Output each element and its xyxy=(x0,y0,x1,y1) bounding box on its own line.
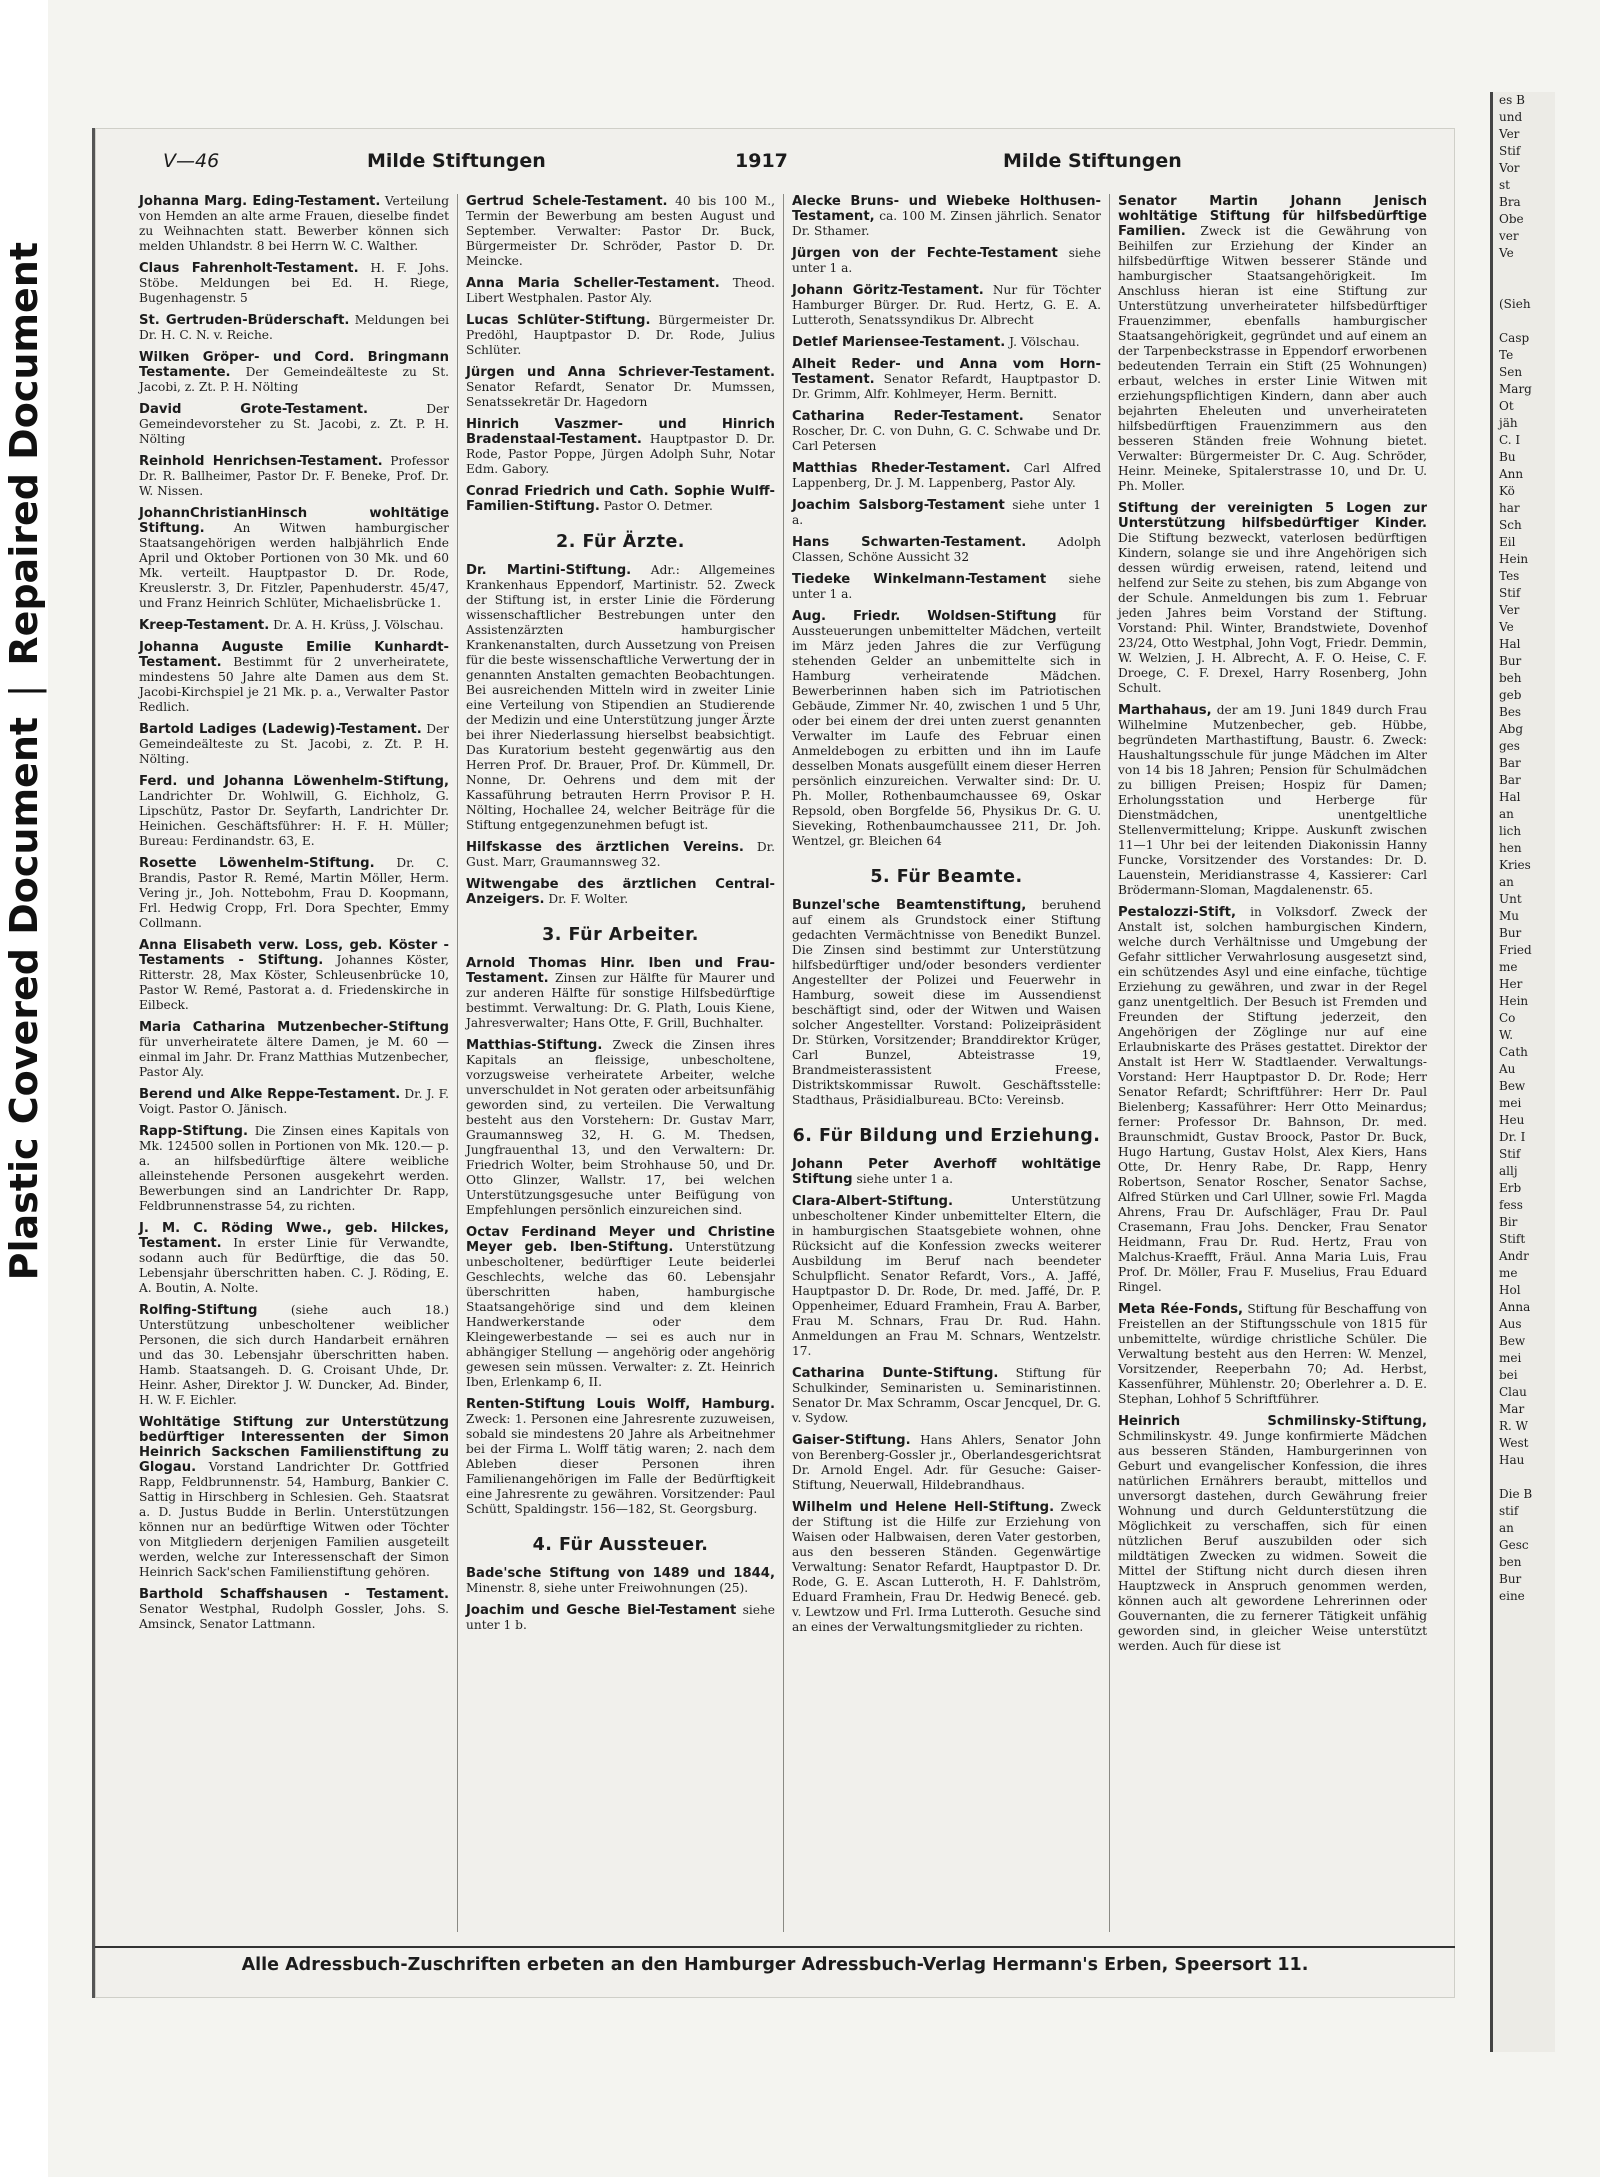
adjacent-page-fragment: me xyxy=(1499,1266,1518,1280)
foundation-entry xyxy=(1118,1414,1427,1654)
foundation-entry xyxy=(792,461,1101,491)
adjacent-page-fragment: Clau xyxy=(1499,1385,1527,1399)
foundation-entry xyxy=(139,313,449,343)
entry-name: Detlef Mariensee-Testament. xyxy=(792,335,1006,350)
entry-text: Der Gemeindeälteste zu St. Jacobi, z. Zt. P. H. Nölting. xyxy=(139,722,450,766)
foundation-entry xyxy=(466,1038,775,1218)
entry-text: siehe unter 1 a. xyxy=(856,1172,954,1186)
adjacent-page-fragment: Bur xyxy=(1499,654,1522,668)
adjacent-page-fragment: Ver xyxy=(1499,127,1520,141)
entry-name: Anna Elisabeth verw. Loss, geb. Köster - Testaments - Stiftung. xyxy=(139,938,449,968)
entry-text: Hauptpastor D. Dr. Rode, Pastor Poppe, Jürgen Adolph Suhr, Notar Edm. Gabory. xyxy=(466,432,776,476)
entry-text: Der Gemeindeälteste zu St. Jacobi, z. Zt. P. H. Nölting xyxy=(139,365,449,394)
entry-name: Johann Göritz-Testament. xyxy=(792,283,984,298)
adjacent-page-fragment: Ver xyxy=(1499,603,1520,617)
adjacent-page-fragment: Bar xyxy=(1499,773,1521,787)
entry-name: Jürgen von der Fechte-Testament xyxy=(792,246,1058,261)
adjacent-page-fragment: Sen xyxy=(1499,365,1523,379)
foundation-entry xyxy=(1118,703,1427,898)
entry-text: Vorstand Landrichter Dr. Gottfried Rapp, Feldbrunnenstr. 54, Hamburg, Bankier C. Sattig in Hirschberg in Schlesien. Geh. Staatsrat a. D. Justus Budde in Berlin. Unterstützungen können nur an bedürftige Witwen oder Töchter von Mitgliedern derjenigen Familien ausgeteilt werden, welche zur Interessenschaft der Simon Heinrich Sack'schen Familienstiftung gehören. xyxy=(139,1460,450,1579)
foundation-entry xyxy=(139,774,449,849)
adjacent-page-fragment: Stift xyxy=(1499,1232,1526,1246)
foundation-entry xyxy=(1118,1302,1427,1407)
foundation-entry xyxy=(139,506,449,611)
adjacent-page-fragment: Hein xyxy=(1499,552,1529,566)
entry-name: Octav Ferdinand Meyer und Christine Meyer geb. Iben-Stiftung. xyxy=(466,1225,775,1255)
entry-text: Professor Dr. R. Ballheimer, Pastor Dr. F. Beneke, Prof. Dr. W. Nissen. xyxy=(139,454,449,498)
adjacent-page-fragment: Unt xyxy=(1499,892,1522,906)
foundation-entry xyxy=(792,335,1101,350)
page-number: V—46 xyxy=(163,150,220,172)
foundation-entry xyxy=(466,840,775,870)
entry-text: Stiftung für Beschaffung von Freistellen an der Stiftungsschule von 1815 für unbemittelte, würdige christliche Schüler. Die Verwaltung besteht aus den Herren: W. Menzel, Vorsitzender, Reeperbahn 70; Ad. Herbst, Kassenführer, Mühlenstr. 20; Oberlehrer a. D. E. Stephan, Lohhof 5 Schriftführer. xyxy=(1118,1302,1427,1406)
entry-name: Bartold Ladiges (Ladewig)-Testament. xyxy=(139,722,422,737)
entry-name: Matthias-Stiftung. xyxy=(466,1038,603,1053)
adjacent-page-fragment: Abg xyxy=(1499,722,1524,736)
adjacent-page-fragment: bei xyxy=(1499,1368,1518,1382)
adjacent-page-fragment: Sch xyxy=(1499,518,1522,532)
entry-name: St. Gertruden-Brüderschaft. xyxy=(139,313,350,328)
foundation-entry xyxy=(139,938,449,1013)
column-2 xyxy=(457,194,783,1932)
foundation-entry xyxy=(792,409,1101,454)
entry-text: Carl Alfred Lappenberg, Dr. J. M. Lappenberg, Pastor Aly. xyxy=(792,461,1101,490)
adjacent-page-fragment: an xyxy=(1499,1521,1514,1535)
entry-name: Hinrich Vaszmer- und Hinrich Bradenstaal-Testament. xyxy=(466,417,775,447)
entry-name: Anna Maria Scheller-Testament. xyxy=(466,276,720,291)
entry-text: Zinsen zur Hälfte für Maurer und zur anderen Hälfte für sonstige Hilfsbedürftige bestimmt. Verwaltung: Dr. G. Plath, Louis Kiene, Jahresverwalter; Hans Otte, F. Grill, Buchhalter. xyxy=(466,971,776,1030)
plastic-covered-label: Plastic Covered Document xyxy=(2,716,46,1280)
column-4 xyxy=(1109,194,1435,1932)
entry-name: Conrad Friedrich und Cath. Sophie Wulff-Familien-Stiftung. xyxy=(466,484,775,514)
adjacent-page-fragment: Stif xyxy=(1499,144,1521,158)
adjacent-page-fragment: an xyxy=(1499,875,1514,889)
section-heading: 4. Für Aussteuer. xyxy=(532,1535,709,1555)
entry-text: der am 19. Juni 1849 durch Frau Wilhelmine Mutzenbecher, geb. Hübbe, begründeten Marthastiftung, Baustr. 6. Zweck: Haushaltungsschule für junge Mädchen im Alter von 14 bis 18 Jahren; Pension für Schulmädchen zu billigen Preisen; Hospiz für Damen; Erholungsstation und Herberge für Dienstmädchen, unentgeltliche Stellenvermittelung; Krippe. Auskunft zwischen 11—1 Uhr bei der leitenden Diakonissin Hanny Funcke, Vorsitzender des Vorstandes: Dr. D. Lauenstein, Meridianstrasse 4, Kassierer: Carl Brödermann-Sloman, Magdalenenstr. 65. xyxy=(1118,703,1428,897)
adjacent-page-fragment: Bra xyxy=(1499,195,1521,209)
entry-name: Wilhelm und Helene Hell-Stiftung. xyxy=(792,1500,1055,1515)
entry-name: Dr. Martini-Stiftung. xyxy=(466,563,632,578)
entry-name: Joachim Salsborg-Testament xyxy=(792,498,1005,513)
entry-name: Marthahaus, xyxy=(1118,703,1212,718)
adjacent-page-fragment: st xyxy=(1499,178,1510,192)
adjacent-page-fragment: Mu xyxy=(1499,909,1520,923)
entry-text: (siehe auch 18.) Unterstützung unbescholtener weiblicher Personen, die sich durch Handarbeit ernähren und das 30. Lebensjahr überschritten haben. Hamb. Staatsangeh. D. G. Croisant Uhde, Dr. Heinr. Asher, Direktor J. W. Duncker, Ad. Binder, H. W. F. Eichler. xyxy=(139,1303,450,1407)
entry-text: Zweck: 1. Personen eine Jahresrente zuzuweisen, sobald sie mindestens 20 Jahre als Arbeitnehmer bei der Firma L. Wolff tätig waren; 2. nach dem Ableben dieser Personen ihren Familienangehörigen im Falle der Bedürftigkeit eine Jahresrente zu gewähren. Vorsitzender: Paul Schütt, Spaldingstr. 156—182, St. Georgsburg. xyxy=(466,1412,775,1516)
entry-name: Gaiser-Stiftung. xyxy=(792,1433,911,1448)
adjacent-page-fragment: Kö xyxy=(1499,484,1515,498)
entry-name: Jürgen und Anna Schriever-Testament. xyxy=(466,365,775,380)
adjacent-page-fragment: Hein xyxy=(1499,994,1529,1008)
entry-text: in Volksdorf. Zweck der Anstalt ist, solchen hamburgischen Kindern, welche durch Verhältnisse und Umgebung der Gefahr sittlicher Verwahrlosung ausgesetzt sind, ein schützendes Asyl und eine einfache, tüchtige Erziehung zu gewähren, und zwar in der Regel ganz unentgeltlich. Der Besuch ist Fremden und Freunden der Stiftung jederzeit, den Angehörigen der Zöglinge nur auf eine Erlaubniskarte des Präses gestattet. Direktor der Anstalt ist Herr W. Stadtlaender. Verwaltungs-Vorstand: Herr Hauptpastor D. Dr. Rode; Herr Senator Refardt; Schriftführer: Herr Dr. Paul Bielenberg; Kassaführer: Herr Otto Meinardus; ferner: Professor Dr. Bahnson, Dr. med. Braunschmidt, Gustav Broock, Pastor Dr. Buck, Hugo Hartung, Gustav Holst, Alex Kiers, Hans Otte, Dr. Henry Rabe, Dr. Rapp, Henry Robertson, Senator Roscher, Senator Sachse, Alfred Stürken und Carl Ullner, sowie Frl. Magda Ahrens, Frau Dr. Aufschläger, Frau Dr. Paul Crasemann, Frau Johs. Dencker, Frau Senator Heidmann, Frau Dr. Rud. Hertz, Frau von Malchus-Kraefft, Fräul. Anna Maria Luis, Frau Prof. Dr. Möller, Frau F. Muselius, Frau Eduard Ringel. xyxy=(1118,905,1428,1294)
foundation-entry xyxy=(139,1587,449,1632)
entry-text: In erster Linie für Verwandte, sodann auch für Bedürftige, die das 50. Lebensjahr überschritten haben. C. J. Röding, E. A. Boutin, A. Nolte. xyxy=(139,1236,449,1295)
entry-text: siehe unter 1 a. xyxy=(792,246,1101,275)
scan-annotation-label xyxy=(0,200,48,1280)
entry-text: Zweck der Stiftung ist die Hilfe zur Erziehung von Waisen oder Halbwaisen, deren Vater gestorben, aus den besseren Ständen. Gegenwärtige Verwaltung: Senator Refardt, Hauptpastor D. Dr. Rode, G. E. Ascan Lutteroth, H. F. Dahlström, Eduard Framhein, Frau Dr. Hedwig Benecé. geb. v. Lewtzow und Frl. Irma Lutteroth. Gesuche sind an eines der Verwaltungsmitglieder zu richten. xyxy=(792,1500,1101,1634)
entry-name: J. M. C. Röding Wwe., geb. Hilckes, Testament. xyxy=(139,1221,449,1251)
adjacent-page-fragment: lich xyxy=(1499,824,1522,838)
adjacent-page-fragment: Hau xyxy=(1499,1453,1525,1467)
entry-text: siehe unter 1 b. xyxy=(466,1603,776,1632)
entry-name: Berend und Alke Reppe-Testament. xyxy=(139,1087,401,1102)
entry-name: Johann Peter Averhoff wohltätige Stiftung xyxy=(792,1157,1101,1187)
entry-text: Minenstr. 8, siehe unter Freiwohnungen (25). xyxy=(466,1581,749,1595)
adjacent-page-fragment: Ann xyxy=(1499,467,1524,481)
foundation-entry xyxy=(792,1500,1101,1635)
entry-name: Stiftung der vereinigten 5 Logen zur Unterstützung hilfsbedürftiger Kinder. xyxy=(1118,501,1427,531)
entry-text: J. Völschau. xyxy=(1009,335,1080,349)
adjacent-page-fragment: C. I xyxy=(1499,433,1521,447)
entry-text: ca. 100 M. Zinsen jährlich. Senator Dr. Sthamer. xyxy=(792,209,1101,238)
foundation-entry xyxy=(792,1366,1101,1426)
adjacent-page-fragment: Marg xyxy=(1499,382,1532,396)
adjacent-page-fragment xyxy=(1493,1469,1555,1486)
foundation-entry xyxy=(466,956,775,1031)
entry-name: Heinrich Schmilinsky-Stiftung, xyxy=(1118,1414,1427,1429)
foundation-entry xyxy=(466,1225,775,1390)
entry-name: Joachim und Gesche Biel-Testament xyxy=(466,1603,737,1618)
foundation-entry xyxy=(139,194,449,254)
foundation-entry xyxy=(139,1303,449,1408)
entry-name: Maria Catharina Mutzenbecher-Stiftung xyxy=(139,1020,449,1035)
entry-text: Bürgermeister Dr. Predöhl, Hauptpastor D. Dr. Rode, Julius Schlüter. xyxy=(466,313,775,357)
foundation-entry xyxy=(466,365,775,410)
entry-text: Adr.: Allgemeines Krankenhaus Eppendorf, Martinistr. 52. Zweck der Stiftung ist, in erster Linie die Förderung wissenschaftlicher Bestrebungen unter den Assistenzärzten hamburgischer Krankenanstalten, durch Aussetzung von Preisen für die beste wissenschaftliche Verwertung der in genannten Anstalten gemachten Beobachtungen. Bei ausreichenden Mitteln wird in zweiter Linie eine Verteilung von Stipendien an Studierende der Medizin und eine Unterstützung junger Ärzte bei ihrer Niederlassung hierselbst beabsichtigt. Das Kuratorium besteht gegenwärtig aus den Herren Prof. Dr. Brauer, Prof. Dr. Kümmell, Dr. Nonne, Dr. Oehrens und dem mit der Kassaführung betrauten Herrn Provisor P. H. Nölting, Hochallee 24, welcher Beiträge für die Stiftung entgegenzunehmen befugt ist. xyxy=(466,563,775,832)
entry-name: Kreep-Testament. xyxy=(139,618,270,633)
entry-name: Pestalozzi-Stift, xyxy=(1118,905,1236,920)
adjacent-page-fragment: ges xyxy=(1499,739,1520,753)
adjacent-page-fragment: Stif xyxy=(1499,1147,1521,1161)
adjacent-page-fragment xyxy=(1493,279,1555,296)
entry-text: beruhend auf einem als Grundstock einer Stiftung gedachten Vermächtnisse von Benedikt Bunzel. Die Zinsen sind bestimmt zur Unterstützung hilfsbedürftiger und/oder besonders verdienter Angestellter der Polizei und Feuerwehr in Hamburg, soweit diese im Aussendienst beschäftigt sind, oder der Witwen und Waisen solcher Angestellter. Vorstand: Polizeipräsident Dr. Stürken, Vorsitzender; Branddirektor Krüger, Carl Bunzel, Abteistrasse 19, Brandmeisterassistent Freese, Distriktskommissar Ruwolt. Geschäftsstelle: Stadthaus, Präsidialbureau. BCto: Vereinsb. xyxy=(792,898,1101,1107)
entry-text: Zweck die Zinsen ihres Kapitals an fleissige, unbescholtene, vorzugsweise verheiratete Arbeiter, welche unverschuldet in Not geraten oder arbeitsunfähig geworden sind, zu verteilen. Die Verwaltung besteht aus den Vorstehern: Dr. Gustav Marr, Graumannsweg 32, H. G. M. Thedsen, Jungfrauenthal 13, und den Verwaltern: Dr. Friedrich Wolter, beim Strohhause 50, und Dr. Otto Glinzer, Wallstr. 17, bei welchen Unterstützungsgesuche unter Beifügung von Empfehlungen persönlich einzureichen sind. xyxy=(466,1038,776,1217)
entry-text: siehe unter 1 a. xyxy=(792,498,1101,527)
entry-text: Nur für Töchter Hamburger Bürger. Dr. Rud. Hertz, G. E. A. Lutteroth, Senatssyndikus Dr. Albrecht xyxy=(792,283,1101,327)
foundation-entry xyxy=(139,454,449,499)
adjacent-page-fragment: Bu xyxy=(1499,450,1516,464)
entry-text: Zweck ist die Gewährung von Beihilfen zur Erziehung der Kinder an hilfsbedürftige Witwen besserer Stände und hamburgischer Staatsangehörigkeit. Im Anschluss hieran ist eine Stiftung zur Unterstützung unverheirateter hilfsbedürftiger Frauenzimmer, ebenfalls hamburgischer Staatsangehörigkeit, gegründet und auf einem an der Tarpenbeckstrasse in Eppendorf erworbenen bedeutenden Terrain ein Stift (25 Wohnungen) erbaut, welches in erster Linie Witwen mit erziehungspflichtigen Kindern, dann aber auch bejahrten Eheleuten und unverheirateten hilfsbedürftigen Frauenzimmern aus den besseren Ständen freie Wohnung bietet. Verwalter: Bürgermeister Dr. C. Aug. Schröder, Heinr. Meineke, Spitalerstrasse 10, und Dr. U. Ph. Moller. xyxy=(1118,224,1427,493)
adjacent-page-fragment: Aus xyxy=(1499,1317,1522,1331)
entry-text: für Aussteuerungen unbemittelter Mädchen, verteilt im März jeden Jahres die zur Verfügung stehenden Gelder an unbemittelte sich in Hamburg verheiratende Mädchen. Bewerberinnen haben sich im Patriotischen Gebäude, Zimmer Nr. 40, zwischen 1 und 5 Uhr, oder bei einem der drei unten zuerst genannten Verwalter im Laufe des Februar einen Anmeldebogen zu erbitten und ihn im Laufe desselben Monats ausgefüllt einem dieser Herren persönlich einzureichen. Verwalter sind: Dr. U. Ph. Moller, Rothenbaumchaussee 69, Oskar Repsold, oben Borgfelde 56, Physikus Dr. G. U. Sieveking, Rothenbaumchaussee 211, Dr. Joh. Wentzel, gr. Bleichen 64 xyxy=(792,609,1101,848)
section-heading: 2. Für Ärzte. xyxy=(556,532,685,552)
entry-text: Senator Westphal, Rudolph Gossler, Johs. S. Amsinck, Senator Lattmann. xyxy=(139,1602,449,1631)
foundation-entry xyxy=(1118,501,1427,696)
adjacent-page-fragment: und xyxy=(1499,110,1523,124)
entry-name: Barthold Schaffshausen - Testament. xyxy=(139,1587,449,1602)
adjacent-page-fragment: West xyxy=(1499,1436,1529,1450)
entry-text: Dr. A. H. Krüss, J. Völschau. xyxy=(273,618,444,632)
foundation-entry xyxy=(466,1397,775,1517)
adjacent-page-fragment: Bar xyxy=(1499,756,1521,770)
foundation-entry xyxy=(139,1221,449,1296)
entry-name: Bade'sche Stiftung von 1489 und 1844, xyxy=(466,1566,775,1581)
adjacent-page-fragment: an xyxy=(1499,807,1514,821)
foundation-entry xyxy=(792,1157,1101,1187)
adjacent-page-fragment: Ve xyxy=(1499,620,1514,634)
entry-name: Wohltätige Stiftung zur Unterstützung bedürftiger Interessenten der Simon Heinrich Sackschen Familienstiftung zu Glogau. xyxy=(139,1415,449,1475)
adjacent-page-fragment: Anna xyxy=(1499,1300,1531,1314)
adjacent-page-fragment xyxy=(1493,313,1555,330)
entry-text: Hans Ahlers, Senator John von Berenberg-Gossler jr., Oberlandesgerichtsrat Dr. Arnold Engel. Adr. für Gesuche: Gaiser-Stiftung, Neuerwall, Hildebrandhaus. xyxy=(792,1433,1102,1492)
entry-text: Landrichter Dr. Wohlwill, G. Eichholz, G. Lipschütz, Pastor Dr. Seyfarth, Landrichter Dr. Heinichen. Geschäftsführer: H. F. H. Müller; Bureau: Ferdinandstr. 63, E. xyxy=(139,789,449,848)
entry-text: Johannes Köster, Ritterstr. 28, Max Köster, Schleusenbrücke 10, Pastor W. Remé, Pastorat a. d. Friedenskirche in Eilbeck. xyxy=(139,953,449,1012)
foundation-entry xyxy=(792,898,1101,1108)
adjacent-page-fragment: Hal xyxy=(1499,637,1521,651)
adjacent-page-fragment: jäh xyxy=(1499,416,1518,430)
entry-name: Hans Schwarten-Testament. xyxy=(792,535,1027,550)
entry-text: Bestimmt für 2 unverheiratete, mindestens 50 Jahre alte Damen aus dem St. Jacobi-Kirchspiel je 21 Mk. p. a., Verwalter Pastor Redlich. xyxy=(139,655,450,714)
foundation-entry xyxy=(792,246,1101,276)
foundation-entry xyxy=(1118,194,1427,494)
adjacent-page-fragment: mei xyxy=(1499,1096,1522,1110)
label-separator: | xyxy=(2,684,46,698)
entry-text: Die Zinsen eines Kapitals von Mk. 124500 sollen in Portionen von Mk. 120.— p. a. an hilfsbedürftige ältere weibliche alleinstehende Personen ausgekehrt werden. Bewerbungen sind an Landrichter Dr. Rapp, Feldbrunnenstrasse 54, zu richten. xyxy=(139,1124,450,1213)
foundation-entry xyxy=(139,1020,449,1080)
entry-name: Alheit Reder- und Anna vom Horn-Testament. xyxy=(792,357,1101,387)
foundation-entry xyxy=(139,261,449,306)
entry-name: Johanna Auguste Emilie Kunhardt-Testament. xyxy=(139,640,449,670)
foundation-entry xyxy=(466,194,775,269)
adjacent-page-fragment: Bur xyxy=(1499,926,1522,940)
entry-text: Der Gemeindevorsteher zu St. Jacobi, z. Zt. P. H. Nölting xyxy=(139,402,449,446)
foundation-entry xyxy=(139,618,449,633)
entry-text: siehe unter 1 a. xyxy=(792,572,1102,601)
sidebar-label-strip xyxy=(0,0,48,2177)
adjacent-page-fragment: Dr. I xyxy=(1499,1130,1526,1144)
foundation-entry xyxy=(466,276,775,306)
adjacent-page-fragment: Te xyxy=(1499,348,1514,362)
section-heading: 6. Für Bildung und Erziehung. xyxy=(792,1126,1101,1146)
foundation-entry xyxy=(792,194,1101,239)
entry-name: Rapp-Stiftung. xyxy=(139,1124,248,1139)
foundation-entry xyxy=(792,1433,1101,1493)
entry-text: Meldungen bei Dr. H. C. N. v. Reiche. xyxy=(139,313,450,342)
foundation-entry xyxy=(466,563,775,833)
column-1 xyxy=(131,194,457,1932)
entry-text: Stiftung für Schulkinder, Seminaristen u. Seminaristinnen. Senator Dr. Max Schramm, Oscar Jencquel, Dr. G. v. Sydow. xyxy=(792,1366,1101,1425)
entry-text: An Witwen hamburgischer Staatsangehörigen werden halbjährlich Ende April und Oktober Portionen von 30 Mk. und 60 Mk. verteilt. Hauptpastor D. Dr. Rode, Kreuslerstr. 3, Dr. Fitzler, Papenhuderstr. 45/47, und Franz Heinrich Schlüter, Michaelisbrücke 1. xyxy=(139,521,449,610)
adjacent-page-fragment: Bew xyxy=(1499,1079,1526,1093)
adjacent-page-fragment: hen xyxy=(1499,841,1522,855)
entry-text: Senator Refardt, Hauptpastor D. Dr. Grimm, Alfr. Kohlmeyer, Herm. Bernitt. xyxy=(792,372,1102,401)
adjacent-page-fragment: Andr xyxy=(1499,1249,1529,1263)
foundation-entry xyxy=(466,417,775,477)
entry-name: Reinhold Henrichsen-Testament. xyxy=(139,454,383,469)
foundation-entry xyxy=(139,1415,449,1580)
adjacent-page-fragment: Co xyxy=(1499,1011,1516,1025)
adjacent-page-fragment: har xyxy=(1499,501,1520,515)
foundation-entry xyxy=(466,1603,775,1633)
text-columns xyxy=(131,194,1435,1932)
entry-name: Witwengabe des ärztlichen Central-Anzeigers. xyxy=(466,877,775,907)
entry-name: Tiedeke Winkelmann-Testament xyxy=(792,572,1047,587)
adjacent-page-fragment: Au xyxy=(1499,1062,1516,1076)
foundation-entry xyxy=(792,572,1101,602)
adjacent-page-fragment: Die B xyxy=(1499,1487,1533,1501)
entry-name: Lucas Schlüter-Stiftung. xyxy=(466,313,651,328)
adjacent-page-fragment: mei xyxy=(1499,1351,1522,1365)
foundation-entry xyxy=(466,313,775,358)
entry-name: Rolfing-Stiftung xyxy=(139,1303,258,1318)
adjacent-page-fragment: Mar xyxy=(1499,1402,1525,1416)
entry-name: Meta Rée-Fonds, xyxy=(1118,1302,1244,1317)
adjacent-page-fragment: Bes xyxy=(1499,705,1522,719)
adjacent-page-fragment: Eil xyxy=(1499,535,1516,549)
adjacent-page-fragment: R. W xyxy=(1499,1419,1528,1433)
adjacent-page-fragment: Hol xyxy=(1499,1283,1521,1297)
adjacent-page-fragment: Heu xyxy=(1499,1113,1525,1127)
foundation-entry xyxy=(792,498,1101,528)
foundation-entry xyxy=(792,1194,1101,1359)
foundation-entry xyxy=(139,856,449,931)
entry-text: Unterstützung unbescholtener Kinder unbemittelter Eltern, die in hamburgischen Staatsgebiete wohnen, ohne Rücksicht auf die Konfession zwecks weiterer Ausbildung im Beruf nach beendeter Schulpflicht. Senator Refardt, Vors., A. Jaffé, Hauptpastor D. Dr. Rode, Dr. med. Jaffé, Dr. P. Oppenheimer, Eduard Framhein, Frau A. Barber, Frau M. Schnars, Frau Dr. Rud. Hahn. Anmeldungen an Frau M. Schnars, Wentzelstr. 17. xyxy=(792,1194,1101,1358)
running-title-left: Milde Stiftungen xyxy=(367,150,546,172)
adjacent-page-fragment: ver xyxy=(1499,229,1519,243)
adjacent-page-fragment: Ve xyxy=(1499,246,1514,260)
entry-name: Renten-Stiftung Louis Wolff, Hamburg. xyxy=(466,1397,775,1412)
adjacent-page-fragment: Stif xyxy=(1499,586,1521,600)
entry-name: Arnold Thomas Hinr. Iben und Frau-Testament. xyxy=(466,956,775,986)
foundation-entry xyxy=(139,1087,449,1117)
entry-name: Hilfskasse des ärztlichen Vereins. xyxy=(466,840,744,855)
adjacent-page-fragment: me xyxy=(1499,960,1518,974)
adjacent-page-fragment xyxy=(1493,262,1555,279)
entry-name: Ferd. und Johanna Löwenhelm-Stiftung, xyxy=(139,774,449,789)
entry-text: Dr. J. F. Voigt. Pastor O. Jänisch. xyxy=(139,1087,450,1116)
entry-name: Bunzel'sche Beamtenstiftung, xyxy=(792,898,1027,913)
entry-text: Dr. F. Wolter. xyxy=(548,892,629,906)
adjacent-page-fragment: eine xyxy=(1499,1589,1525,1603)
adjacent-page-fragment: Vor xyxy=(1499,161,1520,175)
page-year: 1917 xyxy=(735,150,788,172)
entry-name: Gertrud Schele-Testament. xyxy=(466,194,668,209)
adjacent-page-fragment: Fried xyxy=(1499,943,1532,957)
adjacent-page-fragment: stif xyxy=(1499,1504,1519,1518)
foundation-entry xyxy=(139,350,449,395)
entry-text: Pastor O. Detmer. xyxy=(603,499,713,513)
entry-name: Claus Fahrenholt-Testament. xyxy=(139,261,359,276)
adjacent-page-fragment: Gesc xyxy=(1499,1538,1529,1552)
foundation-entry xyxy=(792,357,1101,402)
adjacent-page-fragment: Erb xyxy=(1499,1181,1522,1195)
foundation-entry xyxy=(466,877,775,907)
document-page xyxy=(92,128,1455,1998)
entry-text: für unverheiratete ältere Damen, je M. 60 — einmal im Jahr. Dr. Franz Matthias Mutzenbecher, Pastor Aly. xyxy=(139,1035,449,1079)
adjacent-page-fragment: beh xyxy=(1499,671,1522,685)
adjacent-page-fragment: Obe xyxy=(1499,212,1524,226)
entry-name: Alecke Bruns- und Wiebeke Holthusen-Testament, xyxy=(792,194,1101,224)
entry-name: Aug. Friedr. Woldsen-Stiftung xyxy=(792,609,1057,624)
entry-text: Dr. C. Brandis, Pastor R. Remé, Martin Möller, Herm. Vering jr., Joh. Nottebohm, Frau D. Koopmann, Frl. Hedwig Cropp, Frl. Dora Spechter, Emmy Collmann. xyxy=(139,856,449,930)
adjacent-page-fragment: geb xyxy=(1499,688,1522,702)
adjacent-page-fragment: Hal xyxy=(1499,790,1521,804)
adjacent-page-fragment: allj xyxy=(1499,1164,1518,1178)
entry-name: Clara-Albert-Stiftung. xyxy=(792,1194,953,1209)
entry-name: Senator Martin Johann Jenisch wohltätige Stiftung für hilfsbedürftige Familien. xyxy=(1118,194,1427,239)
entry-name: David Grote-Testament. xyxy=(139,402,369,417)
entry-name: Wilken Gröper- und Cord. Bringmann Testamente. xyxy=(139,350,449,380)
section-heading: 3. Für Arbeiter. xyxy=(542,925,699,945)
foundation-entry xyxy=(792,609,1101,849)
adjacent-page-fragment: Casp xyxy=(1499,331,1530,345)
adjacent-page-fragment: (Sieh xyxy=(1499,297,1531,311)
entry-name: Catharina Dunte-Stiftung. xyxy=(792,1366,999,1381)
entry-text: Theod. Libert Westphalen. Pastor Aly. xyxy=(466,276,775,305)
adjacent-page-fragment: Cath xyxy=(1499,1045,1528,1059)
adjacent-page-fragment: es B xyxy=(1499,93,1525,107)
entry-name: Johanna Marg. Eding-Testament. xyxy=(139,194,381,209)
foundation-entry xyxy=(1118,905,1427,1295)
adjacent-page-edge xyxy=(1490,92,1555,2052)
adjacent-page-fragment: Bur xyxy=(1499,1572,1522,1586)
adjacent-page-fragment: W. xyxy=(1499,1028,1514,1042)
running-title-right: Milde Stiftungen xyxy=(1003,150,1182,172)
foundation-entry xyxy=(466,484,775,514)
entry-name: JohannChristianHinsch wohltätige Stiftung. xyxy=(139,506,449,536)
entry-name: Catharina Reder-Testament. xyxy=(792,409,1024,424)
section-heading: 5. Für Beamte. xyxy=(870,867,1023,887)
entry-text: Die Stiftung bezweckt, vaterlosen bedürftigen Kindern, solange sie und ihre Angehörigen sich dessen würdig erweisen, ratend, leitend und helfend zur Seite zu stehen, bis zum Abgange von der Schule. Anmeldungen bis zum 1. Februar jeden Jahres beim Vorstand der Stiftung. Vorstand: Phil. Winter, Brandstwiete, Dovenhof 23/24, Otto Westphal, John Vogt, Friedr. Demmin, W. Welzien, J. H. Albrecht, A. F. O. Heise, C. F. Droege, C. F. Drexel, Harry Rosenberg, John Schult. xyxy=(1118,531,1427,695)
entry-text: H. F. Johs. Stöbe. Meldungen bei Ed. H. Riege, Bugenhagenstr. 5 xyxy=(139,261,450,305)
page-header xyxy=(95,150,1455,182)
entry-text: Senator Roscher, Dr. C. von Duhn, G. C. Schwabe und Dr. Carl Petersen xyxy=(792,409,1101,453)
adjacent-page-fragment: Tes xyxy=(1499,569,1520,583)
foundation-entry xyxy=(139,402,449,447)
foundation-entry xyxy=(139,722,449,767)
entry-text: Verteilung von Hemden an alte arme Frauen, dieselbe findet zu Weihnachten statt. Bewerber können sich melden Uhlandstr. 8 bei Herrn W. C. Walther. xyxy=(139,194,450,253)
entry-name: Matthias Rheder-Testament. xyxy=(792,461,1011,476)
foundation-entry xyxy=(792,283,1101,328)
entry-text: 40 bis 100 M., Termin der Bewerbung am besten August und September. Verwalter: Pastor Dr. Buck, Bürgermeister Dr. Schröder, Pastor D. Dr. Meincke. xyxy=(466,194,776,268)
adjacent-page-fragment: Bew xyxy=(1499,1334,1526,1348)
entry-text: Dr. Gust. Marr, Graumannsweg 32. xyxy=(466,840,776,869)
column-3 xyxy=(783,194,1109,1932)
foundation-entry xyxy=(792,535,1101,565)
entry-text: Adolph Classen, Schöne Aussicht 32 xyxy=(792,535,1101,564)
entry-text: Senator Refardt, Senator Dr. Mumssen, Senatssekretär Dr. Hagedorn xyxy=(466,380,775,409)
adjacent-page-fragment: ben xyxy=(1499,1555,1522,1569)
entry-text: Schmilinskystr. 49. Junge konfirmierte Mädchen aus besseren Ständen, Hamburgerinnen von Geburt und evangelischer Konfession, die ihres natürlichen Ernährers beraubt, mittellos und unversorgt dastehen, durch Gewährung freier Wohnung und durch Geldunterstützung die Möglichkeit zu verschaffen, sich für einen nützlichen Beruf auszubilden oder sich mildtätigen Zwecken zu widmen. Soweit die Mittel der Stiftung nicht durch diesen ihren Hauptzweck in Anspruch genommen werden, können auch alt gewordene Lehrerinnen oder Gouvernanten, die zu fernerer Tätigkeit unfähig geworden sind, in gleicher Weise unterstützt werden. Auch für diese ist xyxy=(1118,1429,1427,1653)
foundation-entry xyxy=(139,1124,449,1214)
adjacent-page-fragment: fess xyxy=(1499,1198,1523,1212)
publisher-footer: Alle Adressbuch-Zuschriften erbeten an den Hamburger Adressbuch-Verlag Hermann's Erben, Speersort 11. xyxy=(95,1946,1455,1980)
foundation-entry xyxy=(466,1566,775,1596)
entry-name: Rosette Löwenhelm-Stiftung. xyxy=(139,856,375,871)
adjacent-page-fragment: Kries xyxy=(1499,858,1531,872)
foundation-entry xyxy=(139,640,449,715)
repaired-document-label: Repaired Document xyxy=(2,241,46,666)
entry-text: Unterstützung unbescholtener, bedürftiger Leute beiderlei Geschlechts, welche das 60. Lebensjahr überschritten haben, hamburgische Staatsangehörige sind und dem kleinen Handwerkerstande oder dem Kleingewerbestande — sei es auch nur in abhängiger Stellung — angehörig oder angehörig gewesen sein müssen. Verwalter: z. Zt. Heinrich Iben, Erlenkamp 6, II. xyxy=(466,1240,776,1389)
adjacent-page-fragment: Her xyxy=(1499,977,1523,991)
adjacent-page-fragment: Bir xyxy=(1499,1215,1518,1229)
adjacent-page-fragment: Ot xyxy=(1499,399,1514,413)
